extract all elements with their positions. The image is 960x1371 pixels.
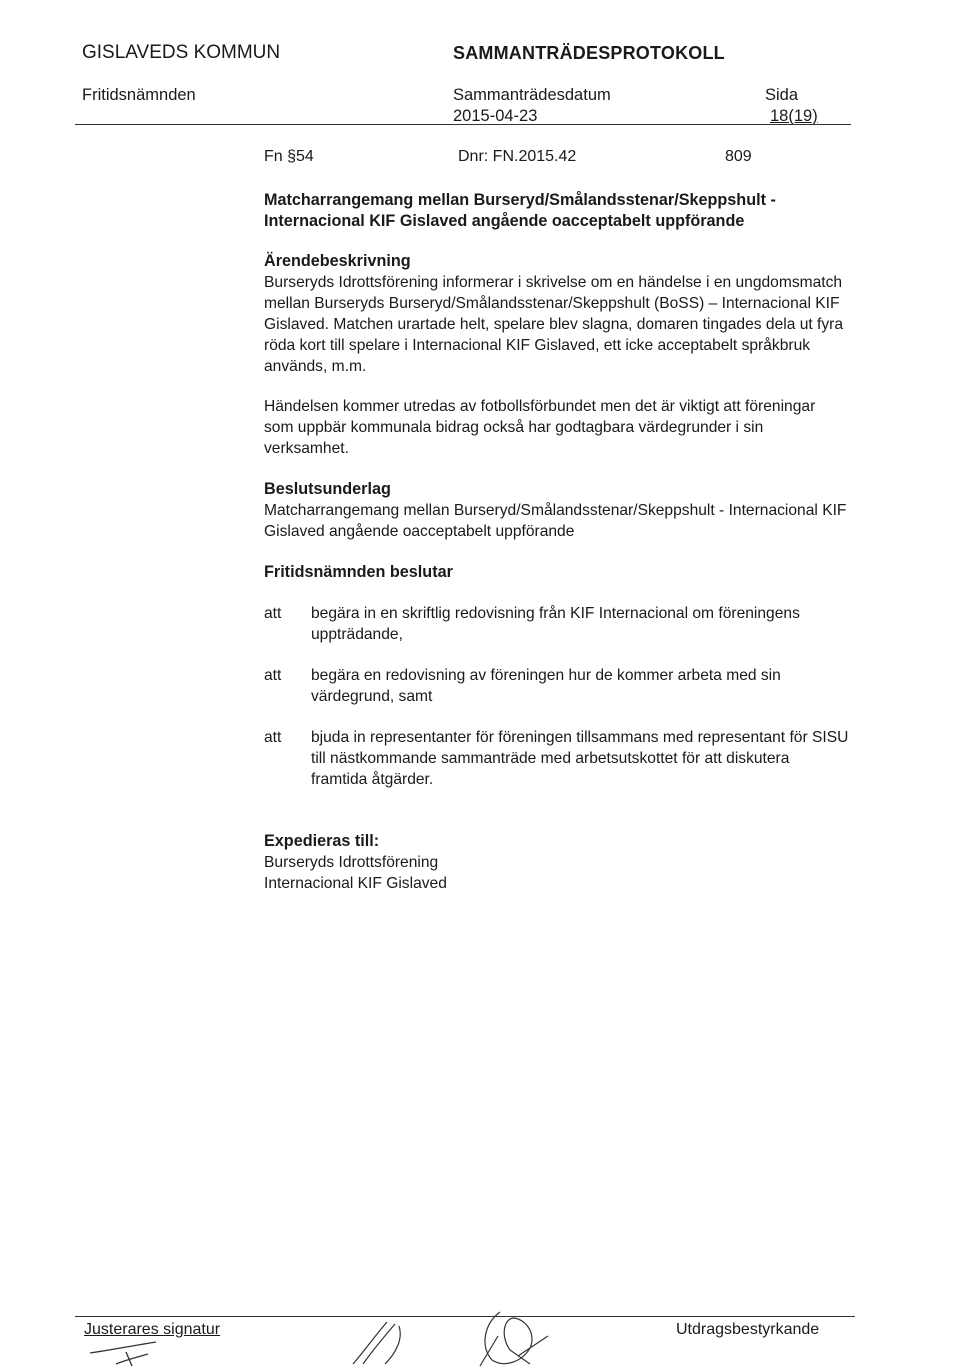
decision-item: [264, 665, 849, 707]
basis-heading: Beslutsunderlag: [264, 480, 391, 498]
meeting-date-label: Sammanträdesdatum: [453, 86, 611, 104]
decision-item-label: att: [264, 729, 282, 746]
organization-name: GISLAVEDS KOMMUN: [82, 42, 281, 63]
signature-label: Justerares signatur: [84, 1321, 221, 1338]
decision-item: [264, 603, 849, 645]
dispatch-recipient: Internacional KIF Gislaved: [264, 875, 447, 892]
decision-heading: Fritidsnämnden beslutar: [264, 563, 453, 581]
decision-item-text: begära in en skriftlig redovisning från KIF Internacional om föreningens uppträdande,: [311, 605, 800, 643]
description-heading: Ärendebeskrivning: [264, 252, 411, 270]
decision-item-text: bjuda in representanter för föreningen tillsammans med representant för SISU till nästkommande sammanträde med arbetsutskottet för att diskutera framtida åtgärder.: [311, 729, 849, 788]
archive-number: 809: [725, 148, 752, 165]
decision-item-label: att: [264, 667, 282, 684]
description-paragraph: Händelsen kommer utredas av fotbollsförbundet men det är viktigt att föreningar som uppbär kommunala bidrag också har godtagbara värdegrunder i sin verksamhet.: [264, 398, 816, 457]
page-label: Sida: [765, 86, 799, 104]
extract-label: Utdragsbestyrkande: [676, 1321, 820, 1338]
header-divider: [75, 124, 851, 125]
dispatch-list: [264, 852, 849, 894]
dispatch-recipient: Burseryds Idrottsförening: [264, 854, 439, 871]
decision-item-label: att: [264, 605, 282, 622]
subject-title: Matcharrangemang mellan Burseryd/Smålandsstenar/Skeppshult - Internacional KIF Gislaved angående oacceptabelt uppförande: [264, 191, 776, 230]
description-paragraph: Burseryds Idrottsförening informerar i skrivelse om en händelse i en ungdomsmatch mellan Burseryds Burseryd/Smålandsstenar/Skeppshult (BoSS) – Internacional KIF Gislaved. Matchen urartade helt, spelare blev slagna, domaren tingades dela ut fyra röda kort till spelare i Internacional KIF Gislaved, ett icke acceptabelt språkbruk används, m.m.: [264, 274, 844, 375]
document-type: SAMMANTRÄDESPROTOKOLL: [453, 43, 725, 63]
basis-text: Matcharrangemang mellan Burseryd/Smålandsstenar/Skeppshult - Internacional KIF Gislaved angående oacceptabelt uppförande: [264, 502, 847, 540]
diary-number: Dnr: FN.2015.42: [458, 148, 577, 165]
dispatch-heading: Expedieras till:: [264, 832, 380, 850]
initials-signature-1: [86, 1338, 166, 1368]
committee-name: Fritidsnämnden: [82, 86, 196, 104]
page-number: 18(19): [770, 107, 818, 125]
paragraph-reference: Fn §54: [264, 148, 314, 165]
initials-signature-2: [345, 1318, 415, 1368]
initials-signature-3: [470, 1306, 555, 1368]
meeting-date: 2015-04-23: [453, 107, 538, 125]
footer-divider: [75, 1316, 855, 1317]
decision-item: [264, 727, 849, 790]
decision-item-text: begära en redovisning av föreningen hur de kommer arbeta med sin värdegrund, samt: [311, 667, 781, 705]
